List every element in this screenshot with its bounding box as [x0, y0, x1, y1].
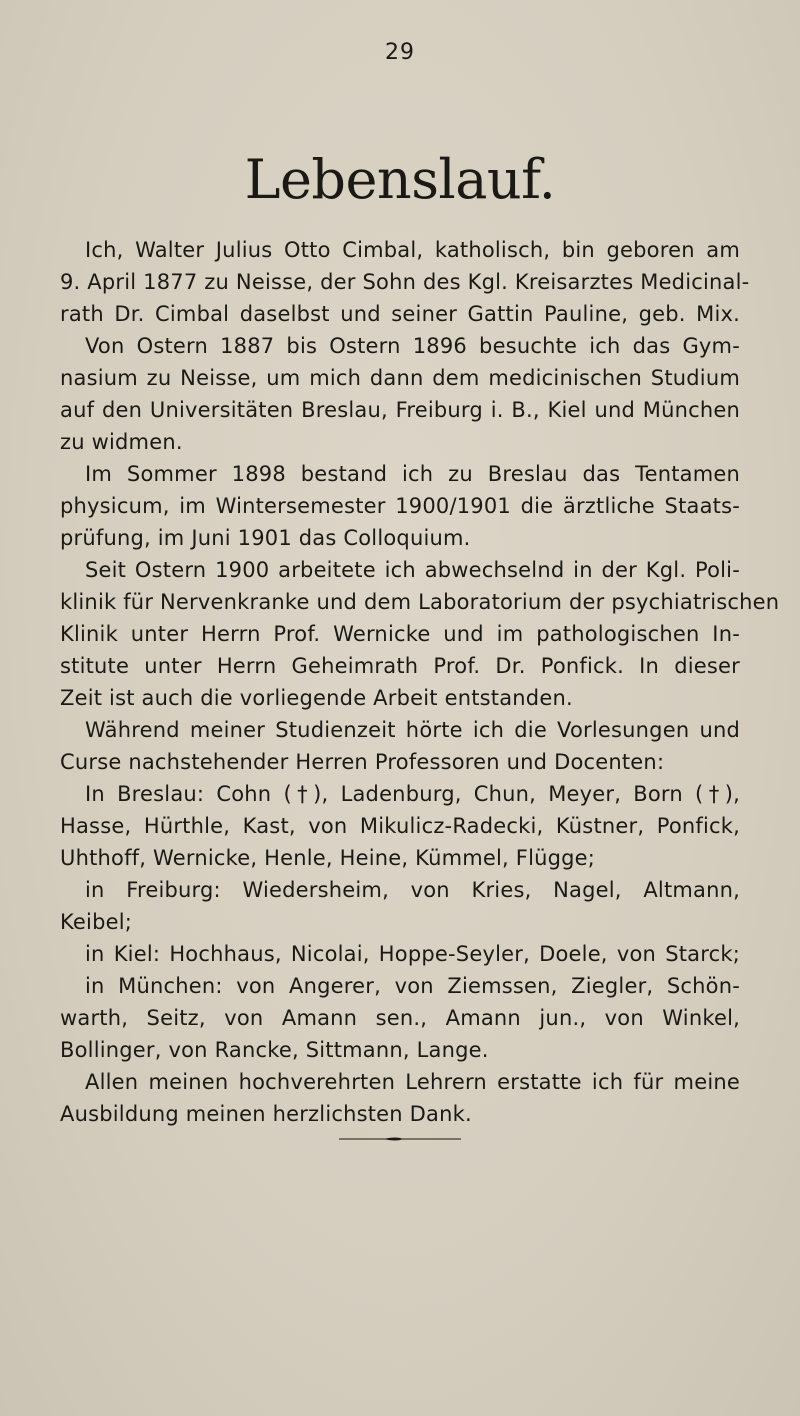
text-line: Hasse, Hürthle, Kast, von Mikulicz-Radecki, Küstner, Ponfick, — [60, 814, 740, 838]
text-line: Klinik unter Herrn Prof. Wernicke und im pathologischen In- — [60, 622, 740, 646]
text-line: warth, Seitz, von Amann sen., Amann jun., von Winkel, — [60, 1006, 740, 1030]
text-line: in München: von Angerer, von Ziemssen, Ziegler, Schön- — [85, 974, 740, 998]
text-line: Während meiner Studienzeit hörte ich die Vorlesungen und — [85, 718, 740, 742]
text-line: In Breslau: Cohn (†), Ladenburg, Chun, Meyer, Born (†), — [85, 782, 740, 806]
text-line: rath Dr. Cimbal daselbst und seiner Gattin Pauline, geb. Mix. — [60, 302, 740, 326]
text-line: Seit Ostern 1900 arbeitete ich abwechselnd in der Kgl. Poli- — [85, 558, 740, 582]
text-line: in Freiburg: Wiedersheim, von Kries, Nagel, Altmann, — [85, 878, 740, 902]
text-line: prüfung, im Juni 1901 das Colloquium. — [60, 526, 471, 550]
text-line: auf den Universitäten Breslau, Freiburg i. B., Kiel und München — [60, 398, 740, 422]
text-line: klinik für Nervenkranke und dem Laboratorium der psychiatrischen — [60, 590, 780, 614]
text-line: stitute unter Herrn Geheimrath Prof. Dr. Ponfick. In dieser — [60, 654, 740, 678]
text-line: 9. April 1877 zu Neisse, der Sohn des Kgl. Kreisarztes Medicinal- — [60, 270, 750, 294]
text-line: physicum, im Wintersemester 1900/1901 die ärztliche Staats- — [60, 494, 740, 518]
text-line: in Kiel: Hochhaus, Nicolai, Hoppe-Seyler, Doele, von Starck; — [85, 942, 740, 966]
text-line: Keibel; — [60, 910, 133, 934]
text-line: Ich, Walter Julius Otto Cimbal, katholisch, bin geboren am — [85, 238, 740, 262]
text-line: Von Ostern 1887 bis Ostern 1896 besuchte ich das Gym- — [85, 334, 740, 358]
page-number: 29 — [385, 40, 415, 65]
text-line: nasium zu Neisse, um mich dann dem medicinischen Studium — [60, 366, 740, 390]
end-ornament — [339, 1136, 461, 1142]
text-line: Uhthoff, Wernicke, Henle, Heine, Kümmel, Flügge; — [60, 846, 596, 870]
text-line: Bollinger, von Rancke, Sittmann, Lange. — [60, 1038, 489, 1062]
text-line: Allen meinen hochverehrten Lehrern erstatte ich für meine — [85, 1070, 740, 1094]
body-text — [60, 234, 780, 1130]
text-line: Ausbildung meinen herzlichsten Dank. — [60, 1102, 472, 1126]
text-line: zu widmen. — [60, 430, 183, 454]
page-title: Lebenslauf. — [244, 148, 556, 211]
text-line: Curse nachstehender Herren Professoren und Docenten: — [60, 750, 665, 774]
text-line: Im Sommer 1898 bestand ich zu Breslau das Tentamen — [85, 462, 740, 486]
text-line: Zeit ist auch die vorliegende Arbeit entstanden. — [60, 686, 573, 710]
